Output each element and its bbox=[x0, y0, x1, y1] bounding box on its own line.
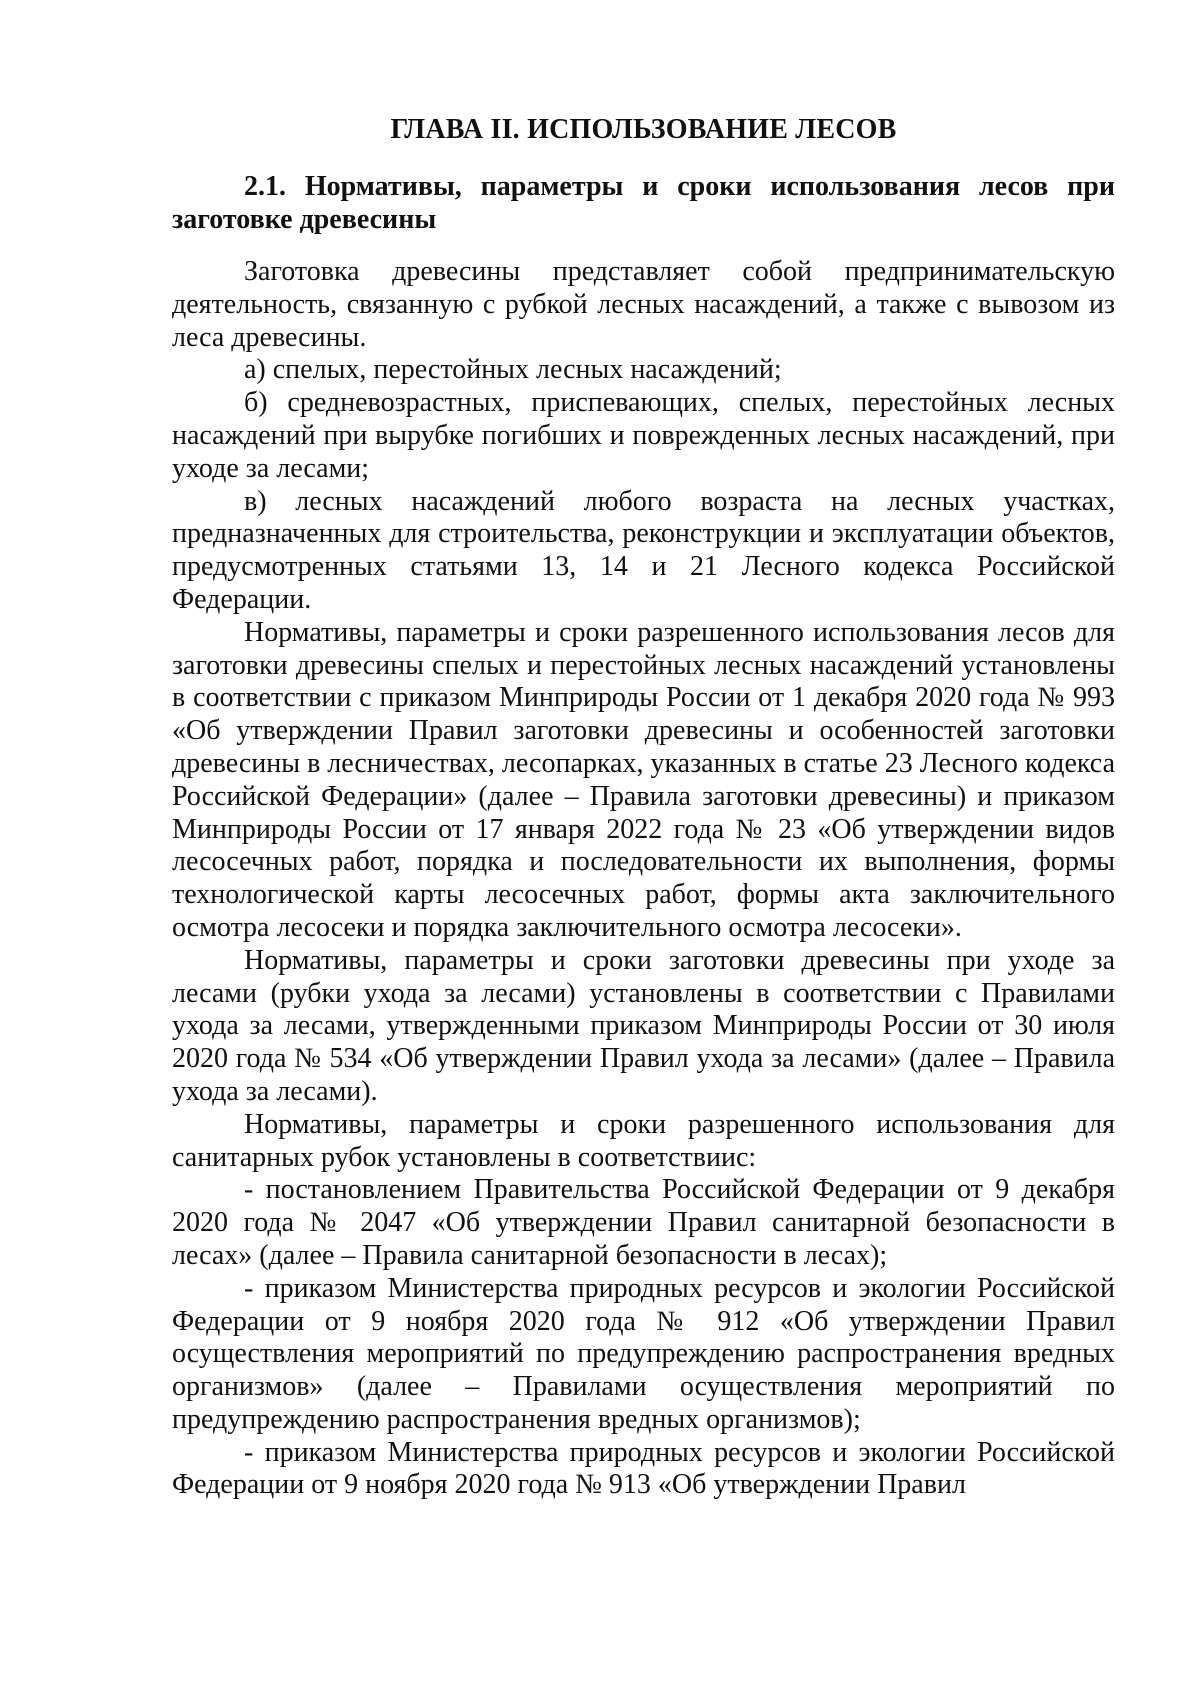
list-item-order-913: - приказом Министерства природных ресурсов и экологии Российской Федерации от 9 ноября 2020 года № 913 «Об утверждении Правил bbox=[172, 1436, 1115, 1501]
list-item-order-912: - приказом Министерства природных ресурсов и экологии Российской Федерации от 9 ноября 2020 года № 912 «Об утверждении Правил осуществления мероприятий по предупреждению распространения вредных организмов» (далее – Правилами осуществления мероприятий по предупреждению распространения вредных организмов); bbox=[172, 1272, 1115, 1435]
list-item-b: б) средневозрастных, приспевающих, спелых, перестойных лесных насаждений при вырубке погибших и поврежденных лесных насаждений, при уходе за лесами; bbox=[172, 387, 1115, 484]
paragraph-harvest-norms: Нормативы, параметры и сроки разрешенного использования лесов для заготовки древесины спелых и перестойных лесных насаждений установлены в соответствии с приказом Минприроды России от 1 декабря 2020 года № 993 «Об утверждении Правил заготовки древесины и особенностей заготовки древесины в лесничествах, лесопарках, указанных в статье 23 Лесного кодекса Российской Федерации» (далее – Правила заготовки древесины) и приказом Минприроды России от 17 января 2022 года № 23 «Об утверждении видов лесосечных работ, порядка и последовательности их выполнения, формы технологической карты лесосечных работ, формы акта заключительного осмотра лесосеки и порядка заключительного осмотра лесосеки». bbox=[172, 616, 1115, 943]
paragraph-definition: Заготовка древесины представляет собой предпринимательскую деятельность, связанную с рубкой лесных насаждений, а также с вывозом из леса древесины. bbox=[172, 256, 1115, 353]
list-item-decree-2047: - постановлением Правительства Российской Федерации от 9 декабря 2020 года № 2047 «Об утверждении Правил санитарной безопасности в лесах» (далее – Правила санитарной безопасности в лесах); bbox=[172, 1174, 1115, 1271]
paragraph-sanitary-norms: Нормативы, параметры и сроки разрешенного использования для санитарных рубок установлены в соответствииc: bbox=[172, 1108, 1115, 1173]
section-title: 2.1. Нормативы, параметры и сроки использования лесов при заготовке древесины bbox=[172, 171, 1115, 235]
list-item-a: а) спелых, перестойных лесных насаждений; bbox=[244, 354, 782, 386]
paragraph-care-norms: Нормативы, параметры и сроки заготовки древесины при уходе за лесами (рубки ухода за лесами) установлены в соответствии с Правилами ухода за лесами, утвержденными приказом Минприроды России от 30 июля 2020 года № 534 «Об утверждении Правил ухода за лесами» (далее – Правила ухода за лесами). bbox=[172, 944, 1115, 1107]
chapter-title: ГЛАВА II. ИСПОЛЬЗОВАНИЕ ЛЕСОВ bbox=[390, 114, 897, 145]
document-body bbox=[172, 110, 1115, 1502]
list-item-c: в) лесных насаждений любого возраста на лесных участках, предназначенных для строительства, реконструкции и эксплуатации объектов, предусмотренных статьями 13, 14 и 21 Лесного кодекса Российской Федерации. bbox=[172, 485, 1115, 615]
